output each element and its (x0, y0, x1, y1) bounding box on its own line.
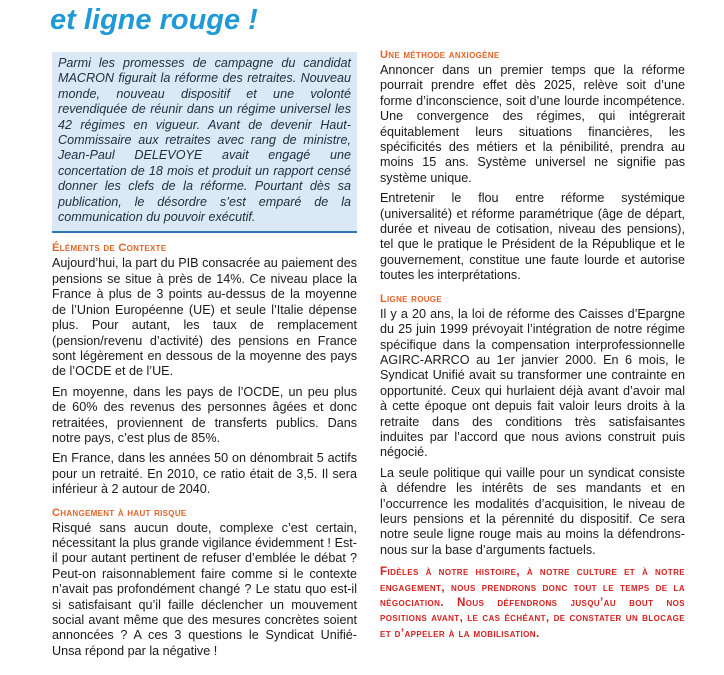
section-heading-risk: Changement à haut risque (52, 506, 187, 519)
red-line-paragraph: La seule politique qui vaille pour un syndicat consiste à défendre les intérêts de ses mandants et en l’occurrence les modalités d’acquisition, le niveau de leurs pensions et la pérennité du dispositif. Ce sera notre seule ligne rouge mais au moins la défendrons-nous sur la base d’arguments factuels. (380, 465, 685, 557)
red-line-paragraph: Il y a 20 ans, la loi de réforme des Caisses d’Epargne du 25 juin 1999 prévoyait l’intégration de notre régime spécifique dans la compensation interprofessionnelle AGIRC-ARRCO au 1er janvier 2000. En 6 mois, le Syndicat Unifié avait su transformer une contrainte en opportunité. Ceux qui hurlaient déjà avant d’avoir mal à cette époque ont depuis fait valoir leurs droits à la retraite dans des conditions très satisfaisantes induites par l’accord que nous avions construit puis négocié. (380, 306, 685, 460)
section-heading-context: Éléments de Contexte (52, 242, 167, 255)
left-column (52, 52, 357, 664)
closing-statement: Fidèles à notre histoire, à notre culture et à notre engagement, nous prendrons donc tout le temps de la négociation. Nous défendrons jusqu’au bout nos positions avant, le cas échéant, de constater un blocage et d’appeler à la mobilisation. (380, 565, 685, 640)
context-paragraph: En France, dans les années 50 on dénombrait 5 actifs pour un retraité. En 2010, ce ratio était de 3,5. Il sera inférieur à 2 autour de 2040. (52, 451, 357, 497)
method-paragraph: Entretenir le flou entre réforme systémique (universalité) et réforme paramétrique (âge de départ, durée et niveau de cotisation, niveau des pensions), tel que le pratique le Président de la République et le gouvernement, constitue une faute lourde et autorise toutes les interprétations. (380, 191, 685, 283)
article-title: et ligne rouge ! (50, 4, 258, 36)
method-paragraph: Annoncer dans un premier temps que la réforme pourrait prendre effet dès 2025, relève soit d’une forme d’inconscience, soit d’une lourde incompétence. Une convergence des régimes, qui intégrerait équitablement leurs situations financières, les spécificités des métiers et la pénibilité, prendra au moins 15 ans. Système universel ne signifie pas système unique. (380, 63, 685, 185)
section-heading-red-line: Ligne rouge (380, 292, 442, 305)
context-paragraph: En moyenne, dans les pays de l’OCDE, un peu plus de 60% des revenus des personnes âgées et donc retraitées, proviennent de transferts publics. Dans notre pays, c’est plus de 85%. (52, 384, 357, 445)
intro-box (52, 52, 357, 233)
risk-paragraph: Risqué sans aucun doute, complexe c’est certain, nécessitant la plus grande vigilance évidemment ! Est-il pour autant pertinent de refuser d’emblée le débat ? Peut-on raisonnablement faire comme si le contexte n’avait pas profondément changé ? Le statu quo est-il si satisfaisant qu’il faille déclencher un mouvement social avant même que des mesures concrètes soient annoncées ? A ces 3 questions le Syndicat Unifié-Unsa répond par la négative ! (52, 520, 357, 658)
intro-text: Parmi les promesses de campagne du candidat MACRON figurait la réforme des retraites. Nouveau monde, nouveau dispositif et une volonté revendiquée de réunir dans un régime universel les 42 régimes en vigueur. Avant de devenir Haut-Commissaire aux retraites avec rang de ministre, Jean-Paul DELEVOYE avait engagé une concertation de 18 mois et produit un rapport censé donner les clefs de la réforme. Pourtant dès sa publication, le désordre s’est emparé de la communication du pouvoir exécutif. (58, 56, 351, 225)
context-paragraph: Aujourd’hui, la part du PIB consacrée au paiement des pensions se situe à près de 14%. Ce niveau place la France à plus de 3 points au-dessus de la moyenne de l’Union Européenne (UE) et seule l’Italie dépense plus. Pour autant, les taux de remplacement (pension/revenu d’activité) des pensions en France sont légèrement en dessous de la moyenne des pays de l’OCDE et de l’UE. (52, 256, 357, 379)
right-column (380, 48, 685, 641)
section-heading-method: Une méthode anxiogène (380, 49, 500, 61)
